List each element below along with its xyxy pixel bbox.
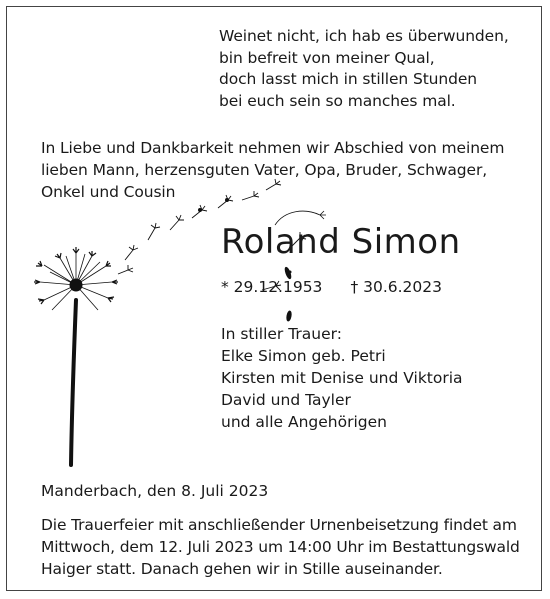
intro-line: lieben Mann, herzensguten Vater, Opa, Bruder, Schwager, <box>41 161 488 179</box>
service-line: Mittwoch, dem 12. Juli 2023 um 14:00 Uhr im Bestattungswald <box>41 538 520 556</box>
poem-line: Weinet nicht, ich hab es überwunden, <box>219 27 509 45</box>
mourner-line: Elke Simon geb. Petri <box>221 347 386 365</box>
poem-line: bei euch sein so manches mal. <box>219 91 456 110</box>
intro-text <box>41 137 511 203</box>
mourner-line: David und Tayler <box>221 391 351 409</box>
mourner-line: Kirsten mit Denise und Viktoria <box>221 369 463 387</box>
service-line: Die Trauerfeier mit anschließender Urnenbeisetzung findet am <box>41 516 517 534</box>
intro-line: In Liebe und Dankbarkeit nehmen wir Abschied von meinem <box>41 139 505 157</box>
birth-date: * 29.12.1953 <box>221 278 323 296</box>
service-line: Haiger statt. Danach gehen wir in Stille auseinander. <box>41 560 443 578</box>
poem-line: doch lasst mich in stillen Stunden <box>219 70 478 88</box>
intro-line: Onkel und Cousin <box>41 183 176 201</box>
life-dates <box>221 278 442 296</box>
mourners-heading: In stiller Trauer: <box>221 325 342 343</box>
poem-line: bin befreit von meiner Qual, <box>219 48 435 67</box>
mourner-line: und alle Angehörigen <box>221 413 387 431</box>
service-info <box>41 514 531 580</box>
death-date: † 30.6.2023 <box>350 278 442 296</box>
poem <box>219 26 509 112</box>
mourners-list <box>221 323 463 433</box>
place-date: Manderbach, den 8. Juli 2023 <box>41 482 269 500</box>
deceased-name: Roland Simon <box>221 222 461 262</box>
